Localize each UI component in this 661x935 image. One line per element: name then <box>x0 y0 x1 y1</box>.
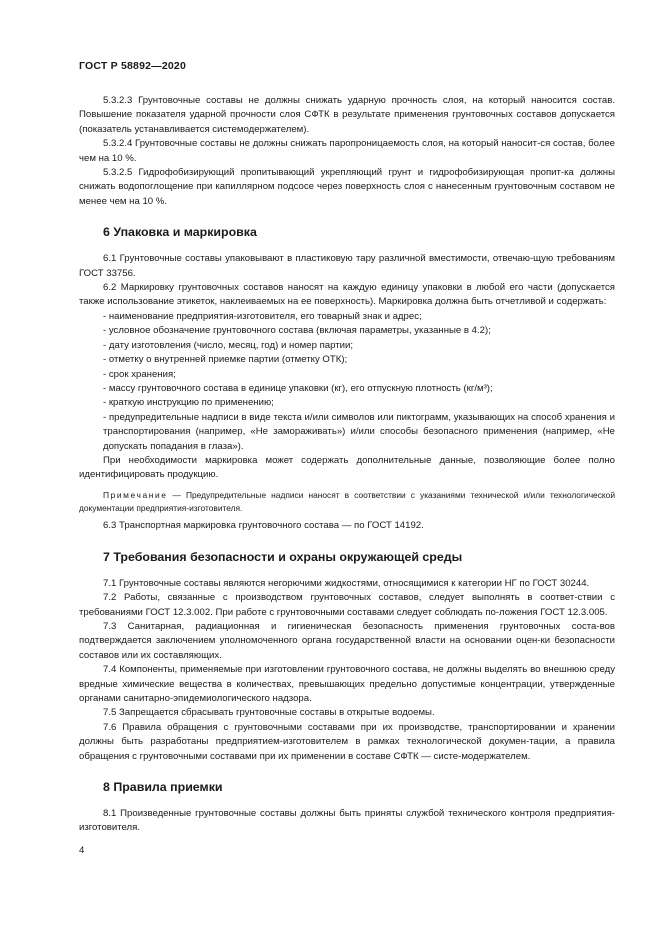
list-item: - срок хранения; <box>103 368 176 380</box>
section-heading: 8 Правила приемки <box>103 780 223 795</box>
paragraph-6-1: 6.1 Грунтовочные составы упаковывают в пластиковую тару различной вместимости, отвечаю-щую требованиям ГОСТ 33756. <box>79 253 615 279</box>
paragraph-7-6: 7.6 Правила обращения с грунтовочными составами при их производстве, транспортировании и хранении должны быть разработаны предприятием-изготовителем в рамках технологической докумен-тации, а правила обращения с грунтовочными составами при их применении в составе СФТК — систе-модержателем. <box>79 721 615 762</box>
list-item: - массу грунтовочного состава в единице упаковки (кг), его отпускную плотность (кг/м³); <box>103 382 493 394</box>
list-item: - предупредительные надписи в виде текста и/или символов или пиктограмм, указывающих на способ хранения и транспортирования (например, «Не замораживать») и/или способы безопасного применения (например, «Не допускать попадания в глаза»). <box>103 411 615 452</box>
paragraph-6-2: 6.2 Маркировку грунтовочных составов наносят на каждую единицу упаковки в любой его части (допускается также использование этикеток, наклеиваемых на ее поверхность). Маркировка должна быть отчетливой и содержать: <box>79 282 615 308</box>
list-item: - краткую инструкцию по применению; <box>103 397 274 409</box>
note-label: Примечание <box>103 489 168 500</box>
section-heading: 7 Требования безопасности и охраны окружающей среды <box>103 549 463 564</box>
paragraph-7-1: 7.1 Грунтовочные составы являются негорючими жидкостями, относящимися к категории НГ по ГОСТ 30244. <box>103 577 590 589</box>
section-5-continuation <box>79 94 615 209</box>
paragraph-5-3-2-4: 5.3.2.4 Грунтовочные составы не должны снижать паропроницаемость слоя, на который наносит-ся состав, более чем на 10 %. <box>79 138 615 164</box>
section-heading: 6 Упаковка и маркировка <box>103 225 257 240</box>
note <box>79 489 615 515</box>
document-body <box>79 94 615 836</box>
paragraph-5-3-2-5: 5.3.2.5 Гидрофобизирующий пропитывающий укрепляющий грунт и гидрофобизирующая пропит-ка должны снижать водопоглощение при капиллярном подсосе через поверхность слоя с нанесенным грунтовочным составом не менее чем на 10 %. <box>79 167 615 207</box>
list-item: - дату изготовления (число, месяц, год) и номер партии; <box>103 339 354 351</box>
list-item: - условное обозначение грунтовочного состава (включая параметры, указанные в 4.2); <box>103 325 491 337</box>
paragraph-6-3: 6.3 Транспортная маркировка грунтовочного состава — по ГОСТ 14192. <box>103 520 424 532</box>
paragraph-5-3-2-3: 5.3.2.3 Грунтовочные составы не должны снижать ударную прочность слоя, на который наносится состав. Повышение показателя ударной прочности слоя СФТК в результате применения грунтовочных составов допускается (показатель устанавливается системодержателем). <box>79 95 615 135</box>
paragraph-7-2: 7.2 Работы, связанные с производством грунтовочных составов, следует выполнять в соответ-ствии с требованиями ГОСТ 12.3.002. При работе с грунтовочными составами следует соблюдать по-ложения ГОСТ 12.3.005. <box>79 592 615 618</box>
document-code: ГОСТ Р 58892—2020 <box>79 60 187 72</box>
section-6 <box>79 224 615 534</box>
section-8 <box>79 779 615 836</box>
paragraph-8-1: 8.1 Произведенные грунтовочные составы должны быть приняты службой технического контроля предприятия-изготовителя. <box>79 808 615 834</box>
list-item: - наименование предприятия-изготовителя, его товарный знак и адрес; <box>103 310 422 322</box>
paragraph-7-3: 7.3 Санитарная, радиационная и гигиеническая безопасность применения грунтовочных соста-вов подтверждается заключением уполномоченного органа государственной власти на основании оцен-ки безопасности составов или их составляющих. <box>79 620 615 661</box>
section-7 <box>79 549 615 764</box>
note-text: — Предупредительные надписи наносят в соответствии с указаниями технической и/или технологической документации предприятия-изготовителя. <box>79 489 615 513</box>
page-number: 4 <box>79 845 85 856</box>
list-item: - отметку о внутренней приемке партии (отметку ОТК); <box>103 354 348 366</box>
paragraph-additional-data: При необходимости маркировка может содержать дополнительные данные, позволяющие более полно идентифицировать продукцию. <box>79 454 615 481</box>
paragraph-7-5: 7.5 Запрещается сбрасывать грунтовочные составы в открытые водоемы. <box>103 707 435 719</box>
paragraph-7-4: 7.4 Компоненты, применяемые при изготовлении грунтовочного состава, не должны выделять во внешнюю среду вредные химические вещества в количествах, превышающих предельно допустимые концентрации, утвержденные органами санитарно-эпидемиологического надзора. <box>79 664 615 704</box>
